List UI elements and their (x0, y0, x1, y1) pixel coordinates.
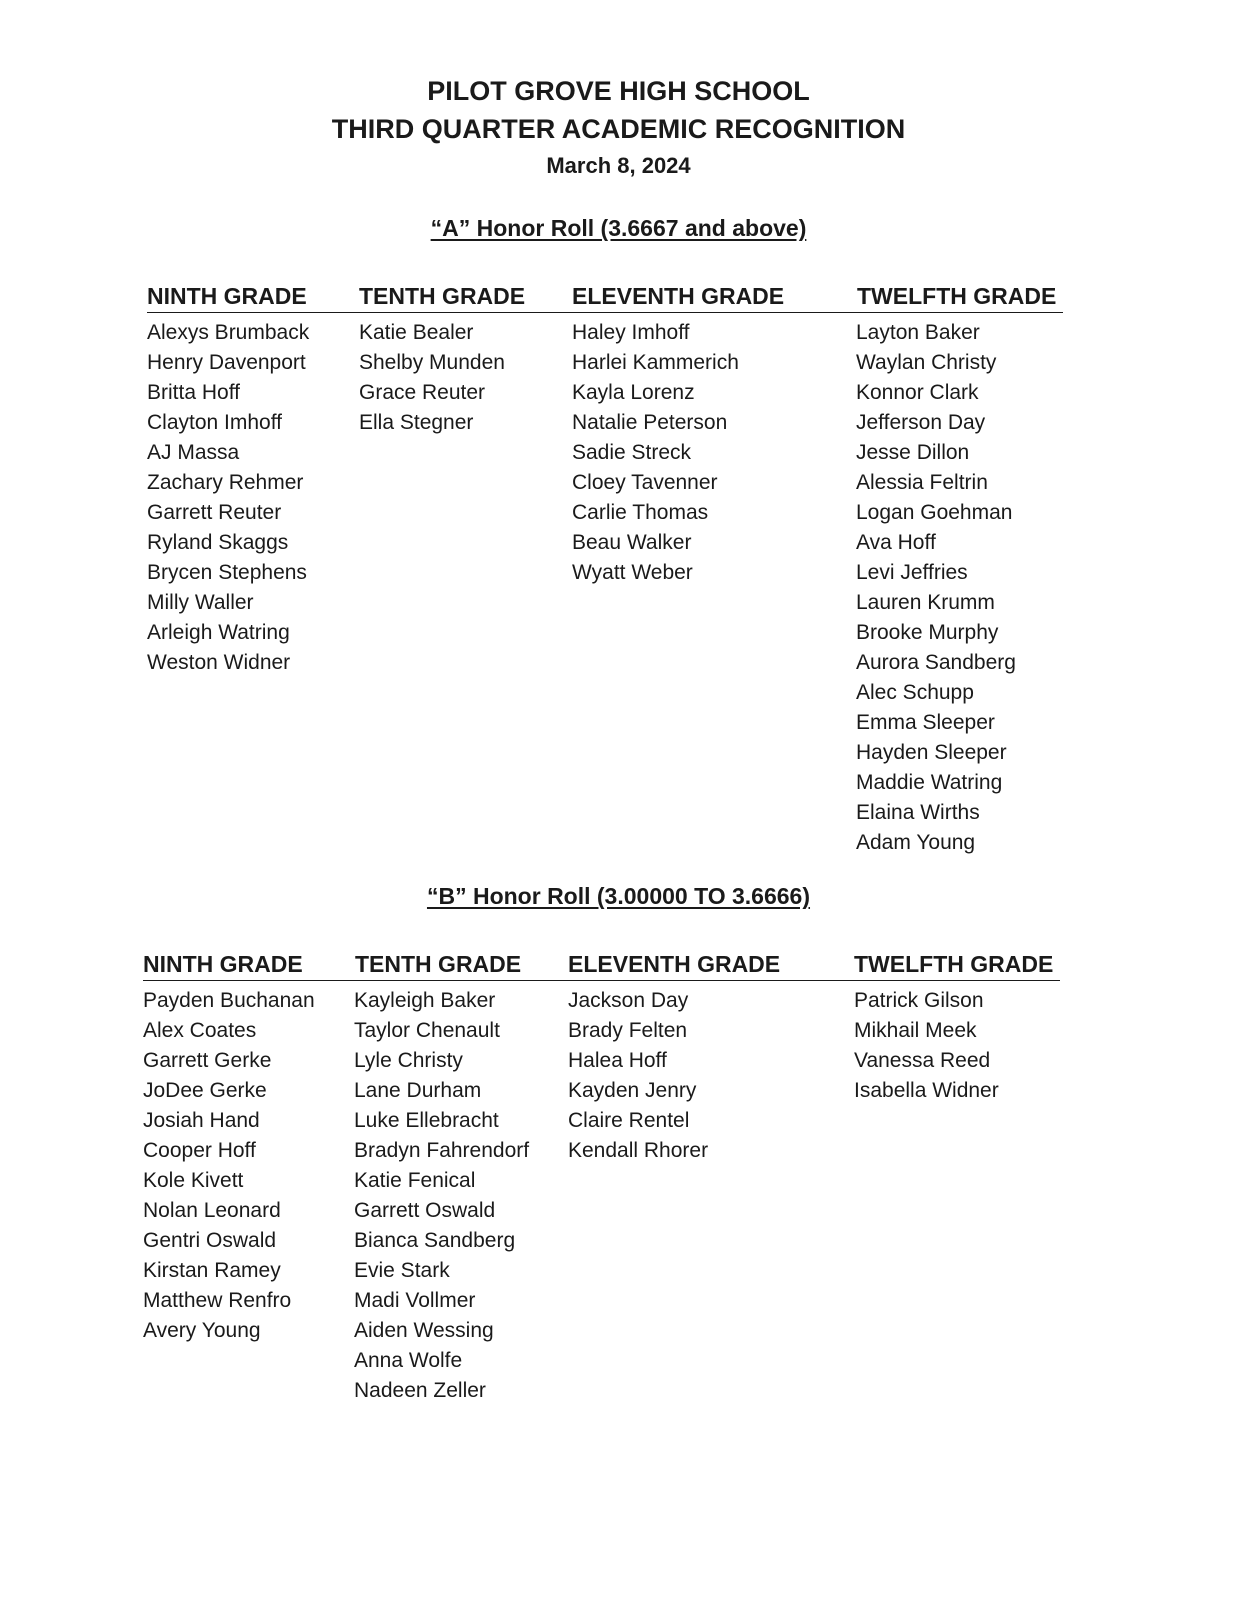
student-name: Jesse Dillon (856, 441, 970, 464)
student-name: Gentri Oswald (143, 1229, 277, 1252)
student-name: Ava Hoff (856, 531, 936, 554)
student-name: Layton Baker (856, 321, 980, 344)
student-name: Beau Walker (572, 531, 692, 554)
b-twelfth-grade-list (854, 986, 999, 1106)
student-name: Clayton Imhoff (147, 411, 283, 434)
student-name: Waylan Christy (856, 351, 997, 374)
student-name: Milly Waller (147, 591, 254, 614)
student-name: Vanessa Reed (854, 1049, 991, 1072)
student-name: Alec Schupp (856, 681, 974, 704)
student-name: Maddie Watring (856, 771, 1003, 794)
student-name: Britta Hoff (147, 381, 240, 404)
a-tenth-grade-list (359, 318, 505, 438)
school-name: PILOT GROVE HIGH SCHOOL (427, 76, 810, 106)
b-eleventh-grade-list (568, 986, 708, 1166)
a-eleventh-grade-list (572, 318, 739, 588)
student-name: Hayden Sleeper (856, 741, 1007, 764)
student-name: Avery Young (143, 1319, 261, 1342)
student-name: Adam Young (856, 831, 976, 854)
student-name: Aurora Sandberg (856, 651, 1016, 674)
student-name: Lane Durham (354, 1079, 482, 1102)
student-name: Lauren Krumm (856, 591, 995, 614)
student-name: Jackson Day (568, 989, 689, 1012)
student-name: Brady Felten (568, 1019, 688, 1042)
student-name: Cloey Tavenner (572, 471, 718, 494)
student-name: Josiah Hand (143, 1109, 260, 1132)
document-date: March 8, 2024 (546, 153, 691, 178)
student-name: JoDee Gerke (143, 1079, 267, 1102)
student-name: Ella Stegner (359, 411, 474, 434)
student-name: Garrett Gerke (143, 1049, 272, 1072)
student-name: Sadie Streck (572, 441, 692, 464)
student-name: Aiden Wessing (354, 1319, 494, 1342)
student-name: Emma Sleeper (856, 711, 995, 734)
student-name: Kayla Lorenz (572, 381, 695, 404)
student-name: Patrick Gilson (854, 989, 984, 1012)
student-name: Arleigh Watring (147, 621, 290, 644)
student-name: Henry Davenport (147, 351, 306, 374)
a-eleventh-grade-header: ELEVENTH GRADE (572, 283, 785, 309)
student-name: Garrett Reuter (147, 501, 282, 524)
a-grade-header-row (147, 282, 1063, 313)
student-name: Cooper Hoff (143, 1139, 256, 1162)
student-name: Luke Ellebracht (354, 1109, 499, 1132)
student-name: Bianca Sandberg (354, 1229, 516, 1252)
student-name: Isabella Widner (854, 1079, 999, 1102)
b-ninth-grade-list (143, 986, 315, 1346)
student-name: Kayleigh Baker (354, 989, 496, 1012)
student-name: Levi Jeffries (856, 561, 968, 584)
b-ninth-grade-header: NINTH GRADE (143, 951, 303, 977)
b-honor-roll-title-text: “B” Honor Roll (3.00000 TO 3.6666) (426, 883, 811, 909)
document-title: THIRD QUARTER ACADEMIC RECOGNITION (331, 114, 906, 144)
student-name: Haley Imhoff (572, 321, 690, 344)
student-name: Kole Kivett (143, 1169, 244, 1192)
student-name: Mikhail Meek (854, 1019, 977, 1042)
b-tenth-grade-list (354, 986, 529, 1406)
student-name: Brycen Stephens (147, 561, 307, 584)
a-twelfth-grade-list (856, 318, 1016, 858)
student-name: Brooke Murphy (856, 621, 999, 644)
student-name: Madi Vollmer (354, 1289, 476, 1312)
student-name: Kirstan Ramey (143, 1259, 281, 1282)
student-name: Katie Fenical (354, 1169, 476, 1192)
student-name: Jefferson Day (856, 411, 986, 434)
student-name: Natalie Peterson (572, 411, 728, 434)
a-honor-roll-title-text: “A” Honor Roll (3.6667 and above) (430, 215, 807, 241)
b-honor-roll-table (143, 950, 1060, 1402)
student-name: Anna Wolfe (354, 1349, 463, 1372)
student-name: Nolan Leonard (143, 1199, 281, 1222)
student-name: Wyatt Weber (572, 561, 693, 584)
student-name: Alex Coates (143, 1019, 257, 1042)
student-name: Evie Stark (354, 1259, 450, 1282)
student-name: AJ Massa (147, 441, 240, 464)
student-name: Claire Rentel (568, 1109, 690, 1132)
student-name: Kendall Rhorer (568, 1139, 709, 1162)
student-name: Weston Widner (147, 651, 291, 674)
student-name: Bradyn Fahrendorf (354, 1139, 530, 1162)
student-name: Lyle Christy (354, 1049, 463, 1072)
student-name: Katie Bealer (359, 321, 474, 344)
student-name: Nadeen Zeller (354, 1379, 486, 1402)
student-name: Garrett Oswald (354, 1199, 496, 1222)
a-ninth-grade-list (147, 318, 309, 678)
student-name: Matthew Renfro (143, 1289, 292, 1312)
a-ninth-grade-header: NINTH GRADE (147, 283, 307, 309)
a-honor-roll-table (147, 282, 1063, 854)
b-honor-roll-title (0, 883, 1237, 910)
student-name: Zachary Rehmer (147, 471, 304, 494)
student-name: Halea Hoff (568, 1049, 667, 1072)
student-name: Alexys Brumback (147, 321, 310, 344)
student-name: Harlei Kammerich (572, 351, 739, 374)
b-eleventh-grade-header: ELEVENTH GRADE (568, 951, 781, 977)
b-tenth-grade-header: TENTH GRADE (355, 951, 522, 977)
b-grade-header-row (143, 950, 1060, 981)
document-header (0, 72, 1237, 184)
student-name: Carlie Thomas (572, 501, 709, 524)
a-twelfth-grade-header: TWELFTH GRADE (857, 283, 1057, 309)
student-name: Ryland Skaggs (147, 531, 289, 554)
a-honor-roll-title (0, 215, 1237, 242)
student-name: Elaina Wirths (856, 801, 980, 824)
student-name: Shelby Munden (359, 351, 505, 374)
student-name: Kayden Jenry (568, 1079, 697, 1102)
student-name: Taylor Chenault (354, 1019, 500, 1042)
student-name: Logan Goehman (856, 501, 1013, 524)
a-tenth-grade-header: TENTH GRADE (359, 283, 526, 309)
student-name: Grace Reuter (359, 381, 486, 404)
b-twelfth-grade-header: TWELFTH GRADE (854, 951, 1054, 977)
student-name: Konnor Clark (856, 381, 979, 404)
student-name: Payden Buchanan (143, 989, 315, 1012)
student-name: Alessia Feltrin (856, 471, 988, 494)
